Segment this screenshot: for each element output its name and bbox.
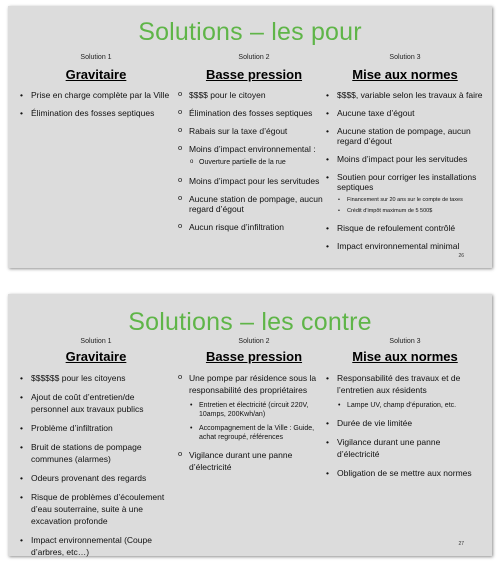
list-item-text: Une pompe par résidence sous la responsabilité des propriétaires bbox=[189, 373, 317, 395]
slide-pros bbox=[8, 6, 492, 268]
list-item: • Aucune station de pompage, aucun regard d’égout bbox=[326, 126, 484, 146]
list-item bbox=[326, 172, 484, 215]
bullet-list bbox=[20, 90, 172, 118]
page-number: 27 bbox=[458, 541, 464, 547]
column-heading: Mise aux normes bbox=[352, 67, 458, 82]
column-label: Solution 3 bbox=[389, 54, 421, 61]
sub-list-item: • Accompagnement de la Ville : Guide, achat regroupé, références bbox=[189, 424, 330, 442]
list-item: • Prise en charge complète par la Ville bbox=[20, 90, 172, 100]
list-item: • Ajout de coût d’entretien/de personnel aux travaux publics bbox=[20, 391, 172, 415]
sub-list-item: • Lampe UV, champ d’épuration, etc. bbox=[337, 401, 484, 410]
bullet-list bbox=[20, 372, 172, 558]
list-item: • Impact environnemental (Coupe d’arbres, etc…) bbox=[20, 534, 172, 558]
list-item: • Aucune taxe d’égout bbox=[326, 108, 484, 118]
column-heading: Mise aux normes bbox=[352, 349, 458, 364]
list-item-text: Responsabilité des travaux et de l’entretien aux résidents bbox=[337, 373, 461, 395]
list-item bbox=[326, 372, 484, 410]
slide-title: Solutions – les contre bbox=[128, 308, 372, 336]
bullet-list bbox=[178, 90, 330, 232]
sub-list-item: o Ouverture partielle de la rue bbox=[189, 159, 330, 168]
list-item: • Durée de vie limitée bbox=[326, 417, 484, 429]
sub-list bbox=[189, 159, 330, 168]
column-solution-1 bbox=[20, 54, 172, 126]
list-item: o Vigilance durant une panne d’électricité bbox=[178, 449, 330, 473]
list-item: • $$$$$$ pour les citoyens bbox=[20, 372, 172, 384]
sub-list bbox=[337, 401, 484, 410]
column-label: Solution 3 bbox=[389, 338, 421, 345]
list-item bbox=[178, 144, 330, 168]
column-label: Solution 2 bbox=[238, 338, 270, 345]
list-item: • Problème d’infiltration bbox=[20, 422, 172, 434]
column-heading: Gravitaire bbox=[65, 349, 127, 364]
sub-list-item: • Entretien et électricité (circuit 220V, 10amps, 200Kwh/an) bbox=[189, 401, 330, 419]
column-solution-3 bbox=[326, 338, 484, 486]
list-item: • Moins d’impact pour les servitudes bbox=[326, 154, 484, 164]
column-label: Solution 1 bbox=[80, 54, 112, 61]
list-item: • Élimination des fosses septiques bbox=[20, 108, 172, 118]
list-item: • $$$$, variable selon les travaux à faire bbox=[326, 90, 484, 100]
column-label: Solution 1 bbox=[80, 338, 112, 345]
column-heading: Gravitaire bbox=[65, 67, 127, 82]
column-solution-3 bbox=[326, 54, 484, 259]
list-item: • Obligation de se mettre aux normes bbox=[326, 467, 484, 479]
list-item: • Risque de problèmes d’écoulement d’eau souterraine, suite à une excavation profonde bbox=[20, 491, 172, 527]
list-item: • Risque de refoulement contrôlé bbox=[326, 223, 484, 233]
list-item: o Élimination des fosses septiques bbox=[178, 108, 330, 118]
column-heading: Basse pression bbox=[205, 349, 303, 364]
column-solution-1 bbox=[20, 338, 172, 563]
list-item: • Bruit de stations de pompage communes (alarmes) bbox=[20, 441, 172, 465]
column-solution-2 bbox=[178, 338, 330, 480]
column-heading: Basse pression bbox=[205, 67, 303, 82]
list-item: • Vigilance durant une panne d’électricité bbox=[326, 436, 484, 460]
sub-list bbox=[189, 401, 330, 442]
slide-title: Solutions – les pour bbox=[138, 18, 362, 46]
list-item: o Rabais sur la taxe d’égout bbox=[178, 126, 330, 136]
list-item: • Odeurs provenant des regards bbox=[20, 472, 172, 484]
bullet-list bbox=[326, 90, 484, 251]
column-label: Solution 2 bbox=[238, 54, 270, 61]
page-number: 26 bbox=[458, 253, 464, 259]
sub-list bbox=[337, 197, 484, 215]
list-item: • Impact environnemental minimal bbox=[326, 241, 484, 251]
list-item bbox=[178, 372, 330, 442]
list-item-text: Soutien pour corriger les installations septiques bbox=[337, 172, 477, 192]
sub-list-item: • Crédit d’impôt maximum de 5 500$ bbox=[337, 208, 484, 215]
list-item-text: Moins d’impact environnemental : bbox=[189, 144, 316, 154]
sub-list-item: • Financement sur 20 ans sur le compte de taxes bbox=[337, 197, 484, 204]
list-item: o Moins d’impact pour les servitudes bbox=[178, 176, 330, 186]
list-item: o Aucun risque d’infiltration bbox=[178, 222, 330, 232]
list-item: o Aucune station de pompage, aucun regard d’égout bbox=[178, 194, 330, 214]
bullet-list bbox=[326, 372, 484, 479]
slide-cons bbox=[8, 294, 492, 556]
column-solution-2 bbox=[178, 54, 330, 240]
list-item: o $$$$ pour le citoyen bbox=[178, 90, 330, 100]
bullet-list bbox=[178, 372, 330, 473]
